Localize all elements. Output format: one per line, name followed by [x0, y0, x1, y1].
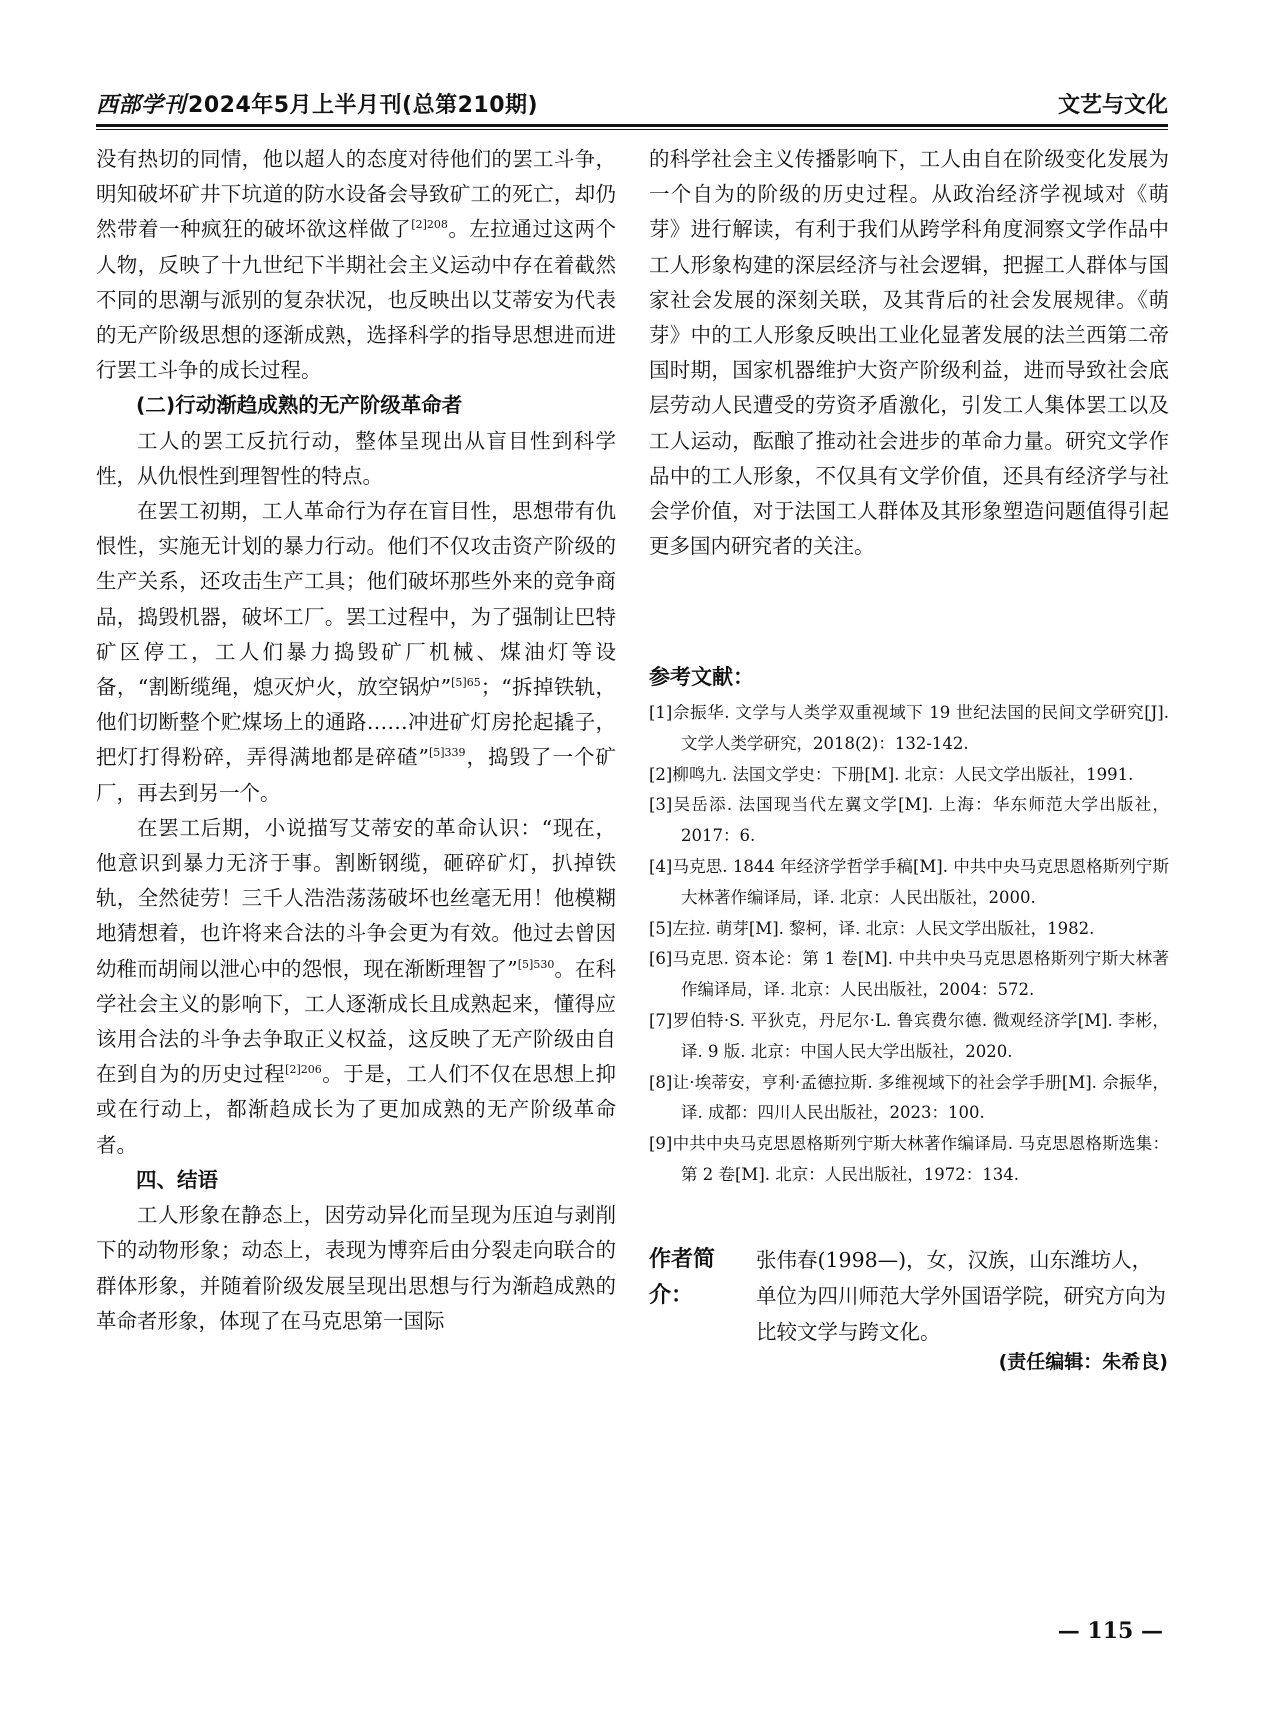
running-header: [96, 84, 1168, 124]
paragraph: 的科学社会主义传播影响下，工人由自在阶级变化发展为一个自为的阶级的历史过程。从政治经济学视域对《萌芽》进行解读，有利于我们从跨学科角度洞察文学作品中工人形象构建的深层经济与社会逻辑，把握工人群体与国家社会发展的深刻关联，及其背后的社会发展规律。《萌芽》中的工人形象反映出工业化显著发展的法兰西第二帝国时期，国家机器维护大资产阶级利益，进而导致社会底层劳动人民遭受的劳资矛盾激化，引发工人集体罢工以及工人运动，酝酿了推动社会进步的革命力量。研究文学作品中的工人形象，不仅具有文学价值，还具有经济学与社会学价值，对于法国工人群体及其形象塑造问题值得引起更多国内研究者的关注。: [649, 147, 1169, 559]
paragraph-text: 在罢工后期，小说描写艾蒂安的革命认识：“现在，他意识到暴力无济于事。割断钢缆，砸碎矿灯，扒掉铁轨，全然徒劳！三千人浩浩荡荡破坏也丝毫无用！他模糊地猜想着，也许将来合法的斗争会更为有效。他过去曾因幼稚而胡闹以泄心中的怨恨，现在渐断理智了”: [96, 815, 616, 981]
section-name: 文艺与文化: [1057, 93, 1168, 118]
paragraph: [96, 811, 616, 1163]
paragraph-text: 没有热切的同情，他以超人的态度对待他们的罢工斗争，明知破坏矿井下坑道的防水设备会导致矿工的死亡，却仍然带着一种疯狂的破坏欲这样做了: [96, 147, 616, 242]
paragraph-text: 。左拉通过这两个人物，反映了十九世纪下半期社会主义运动中存在着截然不同的思潮与派别的复杂状况，也反映出以艾蒂安为代表的无产阶级思想的逐渐成熟，选择科学的指导思想进而进行罢工斗争的成长过程。: [96, 217, 617, 383]
right-column: [649, 142, 1169, 564]
reference-item: [8]让·埃蒂安，亨利·孟德拉斯. 多维视域下的社会学手册[M]. 佘振华，译. 成都：四川人民出版社，2023：100.: [649, 1072, 1169, 1123]
reference-item: [1]佘振华. 文学与人类学双重视域下 19 世纪法国的民间文学研究[J]. 文学人类学研究，2018(2)：132-142.: [649, 703, 1169, 753]
author-bio-label: 作者简介：: [649, 1247, 716, 1308]
citation: [5]65: [451, 676, 481, 690]
reference-item: [9]中共中央马克思恩格斯列宁斯大林著作编译局. 马克思恩格斯选集：第 2 卷[M]. 北京：人民出版社，1972：134.: [649, 1134, 1169, 1184]
issue-info: 2024年5月上半月刊(总第210期): [188, 93, 539, 118]
paragraph: [96, 142, 616, 388]
reference-item: [5]左拉. 萌芽[M]. 黎柯，译. 北京：人民文学出版社，1982.: [649, 918, 1095, 938]
paragraph-text: ；“拆掉铁轨，他们切断整个贮煤场上的通路……冲进矿灯房抡起撬子，把灯打得粉碎，弄得满地都是碎碴”: [96, 675, 616, 770]
header-rule-thin: [96, 129, 1168, 130]
paragraph: [96, 494, 616, 811]
header-rule: [96, 124, 1168, 127]
reference-item: [7]罗伯特·S. 平狄克，丹尼尔·L. 鲁宾费尔德. 微观经济学[M]. 李彬，译. 9 版. 北京：中国人民大学出版社，2020.: [649, 1010, 1169, 1061]
subsection-heading: (二)行动渐趋成熟的无产阶级革命者: [136, 393, 463, 418]
journal-logo: 西部学刊: [96, 93, 187, 118]
author-bio: [649, 1242, 1169, 1350]
journal-issue: [96, 88, 538, 119]
reference-item: [6]马克思. 资本论：第 1 卷[M]. 中共中央马克思恩格斯列宁斯大林著作编译局，译. 北京：人民出版社，2004：572.: [649, 949, 1169, 1000]
references-title: 参考文献：: [649, 665, 754, 689]
paragraph: 工人的罢工反抗行动，整体呈现出从盲目性到科学性，从仇恨性到理智性的特点。: [96, 428, 616, 488]
section-heading: 四、结语: [136, 1167, 218, 1192]
paragraph-text: 在罢工初期，工人革命行为存在盲目性，思想带有仇恨性，实施无计划的暴力行动。他们不仅攻击资产阶级的生产关系，还攻击生产工具；他们破坏那些外来的竞争商品，捣毁机器，破坏工厂。罢工过程中，为了强制让巴特矿区停工，工人们暴力捣毁矿厂机械、煤油灯等设备，“割断缆绳，熄灭炉火，放空锅炉”: [96, 499, 616, 700]
reference-list: [649, 698, 1169, 1191]
paragraph-text: 。于是，工人们不仅在思想上抑或在行动上，都渐趋成长为了更加成熟的无产阶级革命者。: [96, 1062, 617, 1157]
reference-item: [2]柳鸣九. 法国文学史：下册[M]. 北京：人民文学出版社，1991.: [649, 764, 1134, 784]
citation: [2]206: [285, 1063, 322, 1077]
left-column: [96, 142, 616, 1339]
page-number: — 115 —: [1057, 1618, 1163, 1644]
reference-item: [3]吴岳添. 法国现当代左翼文学[M]. 上海：华东师范大学出版社，2017：6.: [649, 795, 1169, 846]
paragraph-text: 。在科学社会主义的影响下，工人逐渐成长且成熟起来，懂得应该用合法的斗争去争取正义权益，这反映了无产阶级由自在到自为的历史过程: [96, 956, 616, 1087]
citation: [2]208: [411, 218, 448, 232]
responsible-editor: (责任编辑：朱希良): [998, 1351, 1168, 1373]
citation: [5]530: [517, 957, 555, 971]
reference-item: [4]马克思. 1844 年经济学哲学手稿[M]. 中共中央马克思恩格斯列宁斯大林著作编译局，译. 北京：人民出版社，2000.: [649, 856, 1169, 907]
citation: [5]339: [428, 746, 466, 760]
paragraph: 工人形象在静态上，因劳动异化而呈现为压迫与剥削下的动物形象；动态上，表现为博弈后由分裂走向联合的群体形象，并随着阶级发展呈现出思想与行为渐趋成熟的革命者形象，体现了在马克思第一国际: [96, 1203, 616, 1333]
author-bio-text: 张伟春(1998—)，女，汉族，山东潍坊人，单位为四川师范大学外国语学院，研究方向为比较文学与跨文化。: [756, 1248, 1166, 1344]
paragraph-text: ，捣毁了一个矿厂，再去到另一个。: [96, 745, 616, 805]
